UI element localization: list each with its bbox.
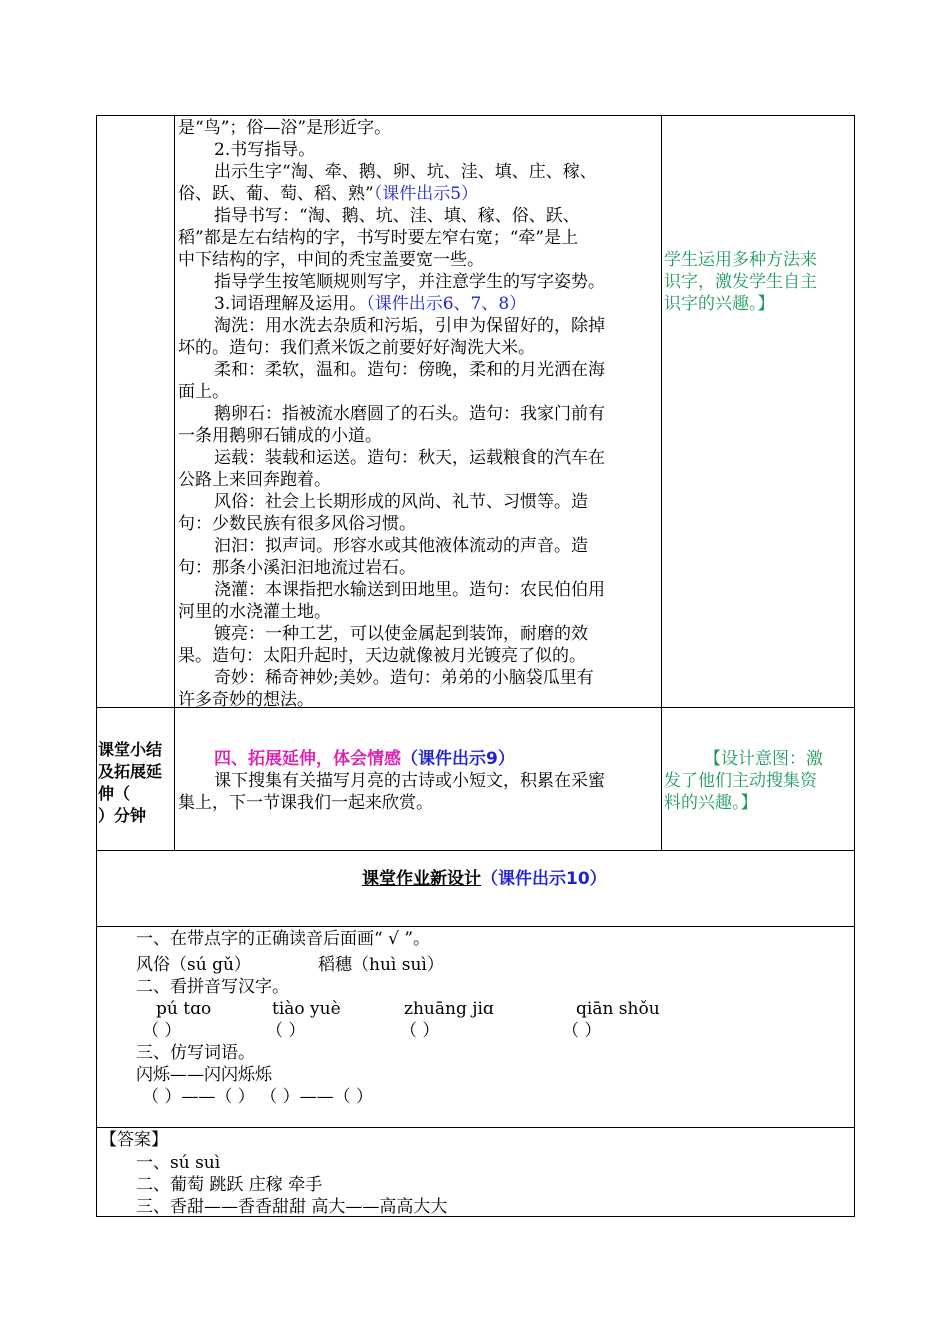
answer-line: 二、葡萄 跳跃 庄稼 牵手 xyxy=(136,1175,323,1195)
label-line: 及拓展延 xyxy=(98,762,163,781)
note-line: 发了他们主动搜集资 xyxy=(664,771,817,791)
text-line: 出示生字“淘、牵、鹅、卵、坑、洼、填、庄、稼、 xyxy=(214,162,597,182)
text-line: 稻”都是左右结构的字，书写时要左窄右宽；“牵”是上 xyxy=(178,228,579,248)
note-line: 学生运用多种方法来 xyxy=(664,250,817,270)
text-line: 鹅卵石：指被流水磨圆了的石头。造句：我家门前有 xyxy=(214,404,605,424)
text-line: 淘洗：用水洗去杂质和污垢，引申为保留好的，除掉 xyxy=(214,316,605,336)
courseware-ref: （课件出示10） xyxy=(481,869,607,889)
text-line: 课下搜集有关描写月亮的古诗或小短文，积累在采蜜 xyxy=(214,771,605,791)
text-line: 柔和：柔软，温和。造句：傍晚，柔和的月光洒在海 xyxy=(214,360,605,380)
courseware-ref: （课件出示6、7、8） xyxy=(366,294,527,314)
row-divider-2 xyxy=(96,850,855,851)
label-line: 伸（ xyxy=(98,784,131,803)
text-line: 镀亮：一种工艺，可以使金属起到装饰，耐磨的效 xyxy=(214,624,588,644)
answer-blank[interactable]: （ ） xyxy=(400,1021,440,1041)
text-line: 河里的水浇灌土地。 xyxy=(178,602,331,622)
section-heading: 四、拓展延伸，体会情感（课件出示9） xyxy=(214,749,515,769)
question-3-example: 闪烁——闪闪烁烁 xyxy=(136,1065,272,1085)
note-line: 识字的兴趣。】 xyxy=(664,294,775,314)
text-line: 一条用鹅卵石铺成的小道。 xyxy=(178,426,382,446)
text-line: 风俗：社会上长期形成的风尚、礼节、习惯等。造 xyxy=(214,492,588,512)
question-3: 三、仿写词语。 xyxy=(136,1043,255,1063)
text-line: 集上，下一节课我们一起来欣赏。 xyxy=(178,793,433,813)
answer-blank[interactable]: （ ）——（ ） （ ）——（ ） xyxy=(142,1087,374,1107)
column-divider-1 xyxy=(174,115,175,851)
label-line: ）分钟 xyxy=(98,806,147,825)
row-divider-4 xyxy=(96,1127,855,1128)
text-line: 2.书写指导。 xyxy=(214,140,316,160)
pinyin-item: zhuāng jiɑ xyxy=(404,999,494,1019)
question-1: 一、在带点字的正确读音后面画“ √ ”。 xyxy=(136,929,431,949)
text-line: 3.词语理解及运用。（课件出示6、7、8） xyxy=(214,294,527,314)
text-line: 面上。 xyxy=(178,382,229,402)
pinyin-item: tiào yuè xyxy=(272,999,341,1019)
pinyin-item: pú tɑo xyxy=(156,999,212,1019)
text-line: 浇灌：本课指把水输送到田地里。造句：农民伯伯用 xyxy=(214,580,605,600)
text-line: 指导书写：“淘、鹅、坑、洼、填、稼、俗、跃、 xyxy=(214,206,580,226)
text-line: 坏的。造句：我们煮米饭之前要好好淘洗大米。 xyxy=(178,338,535,358)
text-line: 果。造句：太阳升起时，天边就像被月光镀亮了似的。 xyxy=(178,646,586,666)
answer-line: 三、香甜——香香甜甜 高大——高高大大 xyxy=(136,1197,448,1217)
question-1-item: 风俗（sú gǔ） xyxy=(136,955,251,975)
homework-title: 课堂作业新设计（课件出示10） xyxy=(362,869,607,889)
text-line: 句：少数民族有很多风俗习惯。 xyxy=(178,514,416,534)
note-line: 识字，激发学生自主 xyxy=(664,272,817,292)
label-line: 课堂小结 xyxy=(98,740,163,759)
answer-blank[interactable]: （ ） xyxy=(562,1021,602,1041)
courseware-ref: （课件出示9） xyxy=(401,749,515,769)
answer-title: 【答案】 xyxy=(100,1130,168,1150)
answer-blank[interactable]: （ ） xyxy=(266,1021,306,1041)
text-line: 运载：装载和运送。造句：秋天，运载粮食的汽车在 xyxy=(214,448,605,468)
question-2: 二、看拼音写汉字。 xyxy=(136,977,289,997)
text-line: 奇妙：稀奇神妙;美妙。造句：弟弟的小脑袋瓜里有 xyxy=(214,668,594,688)
text-line: 汩汩：拟声词。形容水或其他液体流动的声音。造 xyxy=(214,536,588,556)
text-line: 句：那条小溪汩汩地流过岩石。 xyxy=(178,558,416,578)
pinyin-item: qiān shǒu xyxy=(576,999,660,1019)
note-line: 【设计意图：激 xyxy=(704,749,823,769)
question-1-item: 稻穗（huì suì） xyxy=(318,955,444,975)
text-line: 中下结构的字，中间的秃宝盖要宽一些。 xyxy=(178,250,484,270)
courseware-ref: （课件出示5） xyxy=(373,184,479,204)
row-divider-3 xyxy=(96,926,855,927)
text-line: 是“鸟”；俗—浴”是形近字。 xyxy=(178,118,392,138)
text-line: 俗、跃、葡、萄、稻、熟”（课件出示5） xyxy=(178,184,479,204)
answer-blank[interactable]: （ ） xyxy=(142,1021,182,1041)
text-line: 公路上来回奔跑着。 xyxy=(178,470,331,490)
column-divider-2 xyxy=(661,115,662,851)
answer-line: 一、sú suì xyxy=(136,1153,221,1173)
text-line: 许多奇妙的想法。 xyxy=(178,690,314,710)
note-line: 料的兴趣。】 xyxy=(664,793,758,813)
text-line: 指导学生按笔顺规则写字，并注意学生的写字姿势。 xyxy=(214,272,605,292)
